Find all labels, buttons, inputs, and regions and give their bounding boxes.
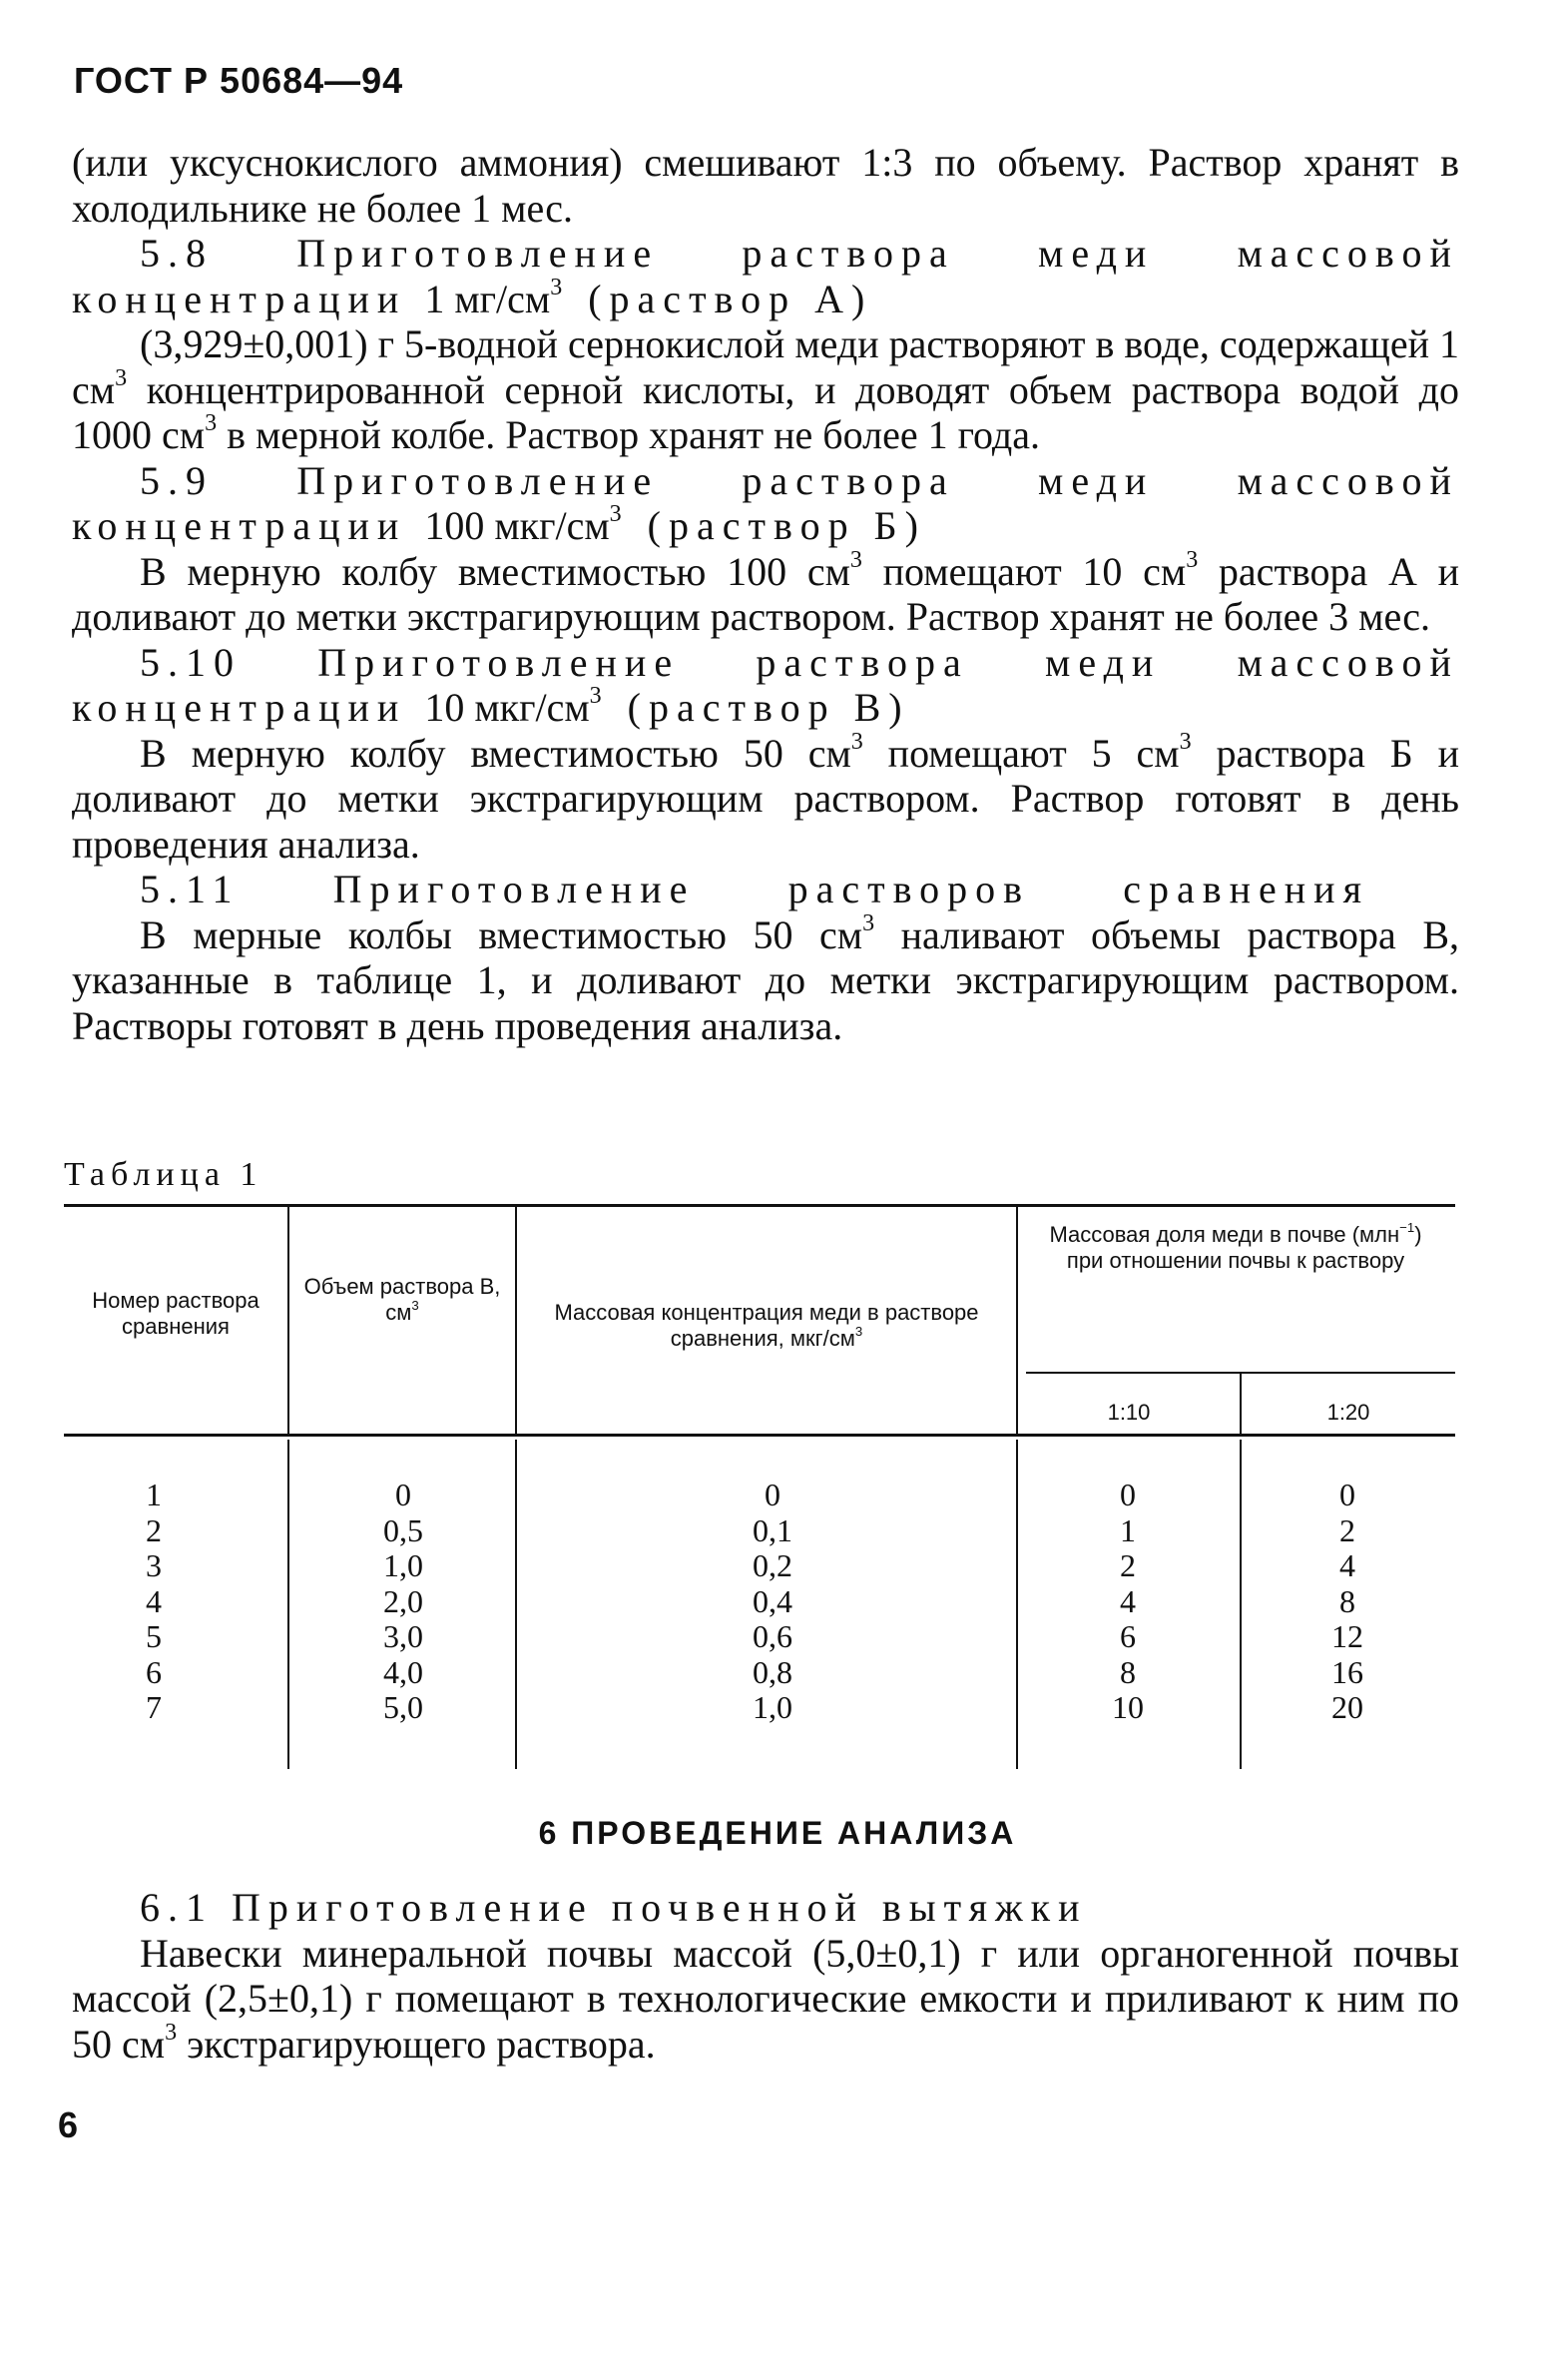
column-number	[114, 1478, 194, 1726]
table-1	[64, 1204, 1455, 1773]
paragraph-5-7-continued: (или уксуснокислого аммония) смешивают 1:3 по объему. Раствор хранят в холодильнике не более 1 мес.	[72, 140, 1459, 231]
table-cell: 3,0	[383, 1618, 423, 1654]
table-cell: 3	[146, 1547, 162, 1583]
table-cell: 12	[1331, 1618, 1363, 1654]
table-cell: 4	[1339, 1547, 1355, 1583]
table-caption: Таблица 1	[64, 1156, 263, 1193]
column-volume	[353, 1478, 453, 1726]
header-ratio-1-20: 1:20	[1326, 1400, 1370, 1425]
table-cell: 5,0	[383, 1689, 423, 1725]
heading-6-1: 6.1 Приготовление почвенной вытяжки	[140, 1885, 1088, 1930]
table-cell: 2	[1120, 1547, 1136, 1583]
heading-5-9-line2: концентрации 100 мкг/$см^3$ (раствор Б)	[72, 501, 926, 548]
table-cell: 1	[1120, 1511, 1136, 1548]
header-mass-fraction: Массовая доля меди в почве (млн$^{-1}$) при отношении почвы к раствору	[1049, 1220, 1422, 1273]
table-cell: 5	[146, 1618, 162, 1654]
clauses-5	[72, 140, 1459, 1048]
heading-5-11: 5.11 Приготовление растворов сравнения	[140, 867, 1369, 911]
table-cell: 0,6	[753, 1618, 792, 1654]
header-concentration: Массовая концентрация меди в растворе сравнения, мкг/$см^3$	[554, 1300, 979, 1351]
table-cell: 10	[1112, 1689, 1144, 1725]
table-cell: 7	[146, 1689, 162, 1725]
table-cell: 8	[1120, 1653, 1136, 1690]
paragraph-5-8: (3,929±0,001) г 5-водной сернокислой меди растворяют в воде, содержащей 1 $см^3$ концентрированной серной кислоты, и доводят объем раствора водой до 1000 $см^3$ в мерной колбе. Раствор хранят не более 1 года.	[72, 321, 1459, 457]
column-concentration	[723, 1478, 822, 1726]
table-cell: 0	[1120, 1477, 1136, 1512]
document-header: ГОСТ Р 50684—94	[74, 60, 404, 101]
table-cell: 0	[1339, 1477, 1355, 1512]
table-cell: 0	[765, 1477, 780, 1512]
paragraph-5-9: В мерную колбу вместимостью 100 $см^3$ помещают 10 $см^3$ раствора А и доливают до метки экстрагирующим раствором. Раствор хранят не более 3 мес.	[72, 546, 1460, 639]
table-cell: 6	[1120, 1618, 1136, 1654]
heading-5-8-line2: концентрации 1 $мг/см^3$ (раствор А)	[72, 274, 873, 321]
heading-5-10-line2: концентрации 10 мкг/$см^3$ (раствор В)	[72, 683, 910, 730]
heading-5-9: 5.9 Приготовление раствора меди массовой	[140, 457, 1459, 503]
table-cell: 0,2	[753, 1547, 792, 1583]
paragraph-5-10: В мерную колбу вместимостью 50 $см^3$ помещают 5 $см^3$ раствора Б и доливают до метки экстрагирующим раствором. Раствор готовят в день проведения анализа.	[72, 728, 1459, 867]
column-ratio-1-10	[1078, 1478, 1178, 1726]
table-cell: 6	[146, 1653, 162, 1690]
table-cell: 2	[146, 1511, 162, 1548]
table-cell: 0,4	[753, 1582, 792, 1619]
table-cell: 4	[1120, 1582, 1136, 1619]
page-number: 6	[58, 2104, 79, 2145]
header-ratio-1-10: 1:10	[1107, 1400, 1151, 1425]
heading-5-8: 5.8 Приготовление раствора меди массовой	[140, 231, 1459, 276]
table-cell: 1,0	[753, 1689, 792, 1725]
table-cell: 0,5	[383, 1511, 423, 1548]
heading-5-10: 5.10 Приготовление раствора меди массовой	[140, 639, 1459, 685]
table-cell: 20	[1331, 1689, 1363, 1725]
table-cell: 0,8	[753, 1653, 792, 1690]
table-cell: 0,1	[753, 1511, 792, 1548]
table-cell: 8	[1339, 1582, 1355, 1619]
table-cell: 16	[1331, 1653, 1363, 1690]
table-header-rule	[64, 1434, 1455, 1437]
table-cell: 1,0	[383, 1547, 423, 1583]
table-cell: 2,0	[383, 1582, 423, 1619]
paragraph-6-1: Навески минеральной почвы массой (5,0±0,1) г или органогенной почвы массой (2,5±0,1) г помещают в технологические емкости и приливают к ним по 50 $см^3$ экстрагирующего раствора.	[72, 1930, 1459, 2067]
header-number: Номер раствора сравнения	[92, 1288, 259, 1339]
table-cell: 0	[395, 1477, 411, 1512]
table-cell: 2	[1339, 1511, 1355, 1548]
section-6-title: 6 ПРОВЕДЕНИЕ АНАЛИЗА	[538, 1815, 1017, 1851]
table-cell: 1	[146, 1477, 162, 1512]
table-cell: 4,0	[383, 1653, 423, 1690]
column-ratio-1-20	[1297, 1478, 1397, 1726]
paragraph-5-11: В мерные колбы вместимостью 50 $см^3$ наливают объемы раствора В, указанные в таблице 1, и доливают до метки экстрагирующим раствором. Растворы готовят в день проведения анализа.	[72, 909, 1460, 1048]
clause-6-1	[72, 1885, 1459, 2067]
table-cell: 4	[146, 1582, 162, 1619]
table-top-rule	[64, 1204, 1455, 1207]
header-volume: Объем раствора В, $см^3$	[303, 1274, 501, 1325]
